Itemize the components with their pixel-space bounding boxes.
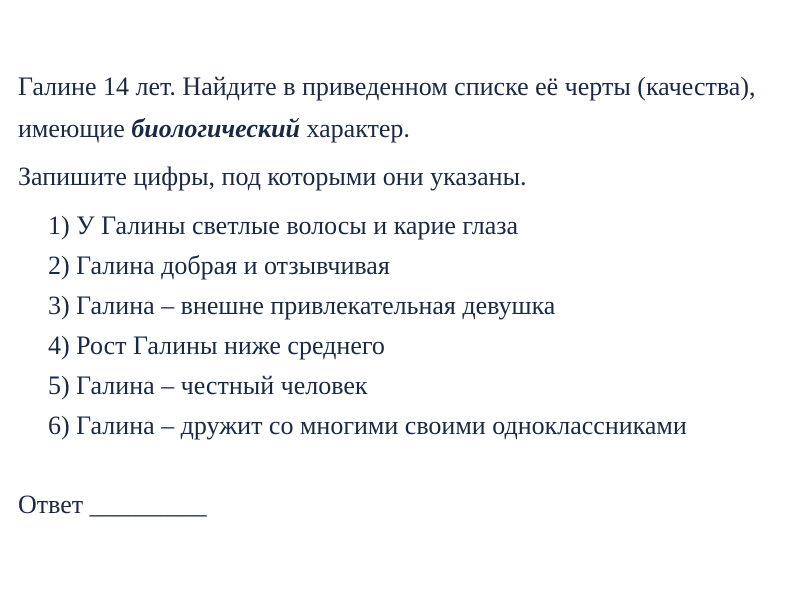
answer-blank: _________ [89,490,207,519]
task-intro [18,66,788,150]
option-4: 4) Рост Галины ниже среднего [48,331,385,360]
option-1: 1) У Галины светлые волосы и карие глаза [48,211,519,240]
option-6: 6) Галина – дружит со многими своими одноклассниками [48,411,687,440]
answer-line [18,485,207,525]
option-2: 2) Галина добрая и отзывчивая [48,251,390,280]
option-3: 3) Галина – внешне привлекательная девушка [48,291,556,320]
intro-text-end: характер. [299,114,410,143]
options-list [48,206,687,446]
answer-label: Ответ [18,490,84,519]
intro-emphasis: биологический [131,114,300,143]
task-instruction: Запишите цифры, под которыми они указаны. [18,162,527,191]
intro-text-start: Галине 14 лет. Найдите в приведенном списке её черты (качества), имеющие [18,72,756,143]
option-5: 5) Галина – честный человек [48,371,368,400]
